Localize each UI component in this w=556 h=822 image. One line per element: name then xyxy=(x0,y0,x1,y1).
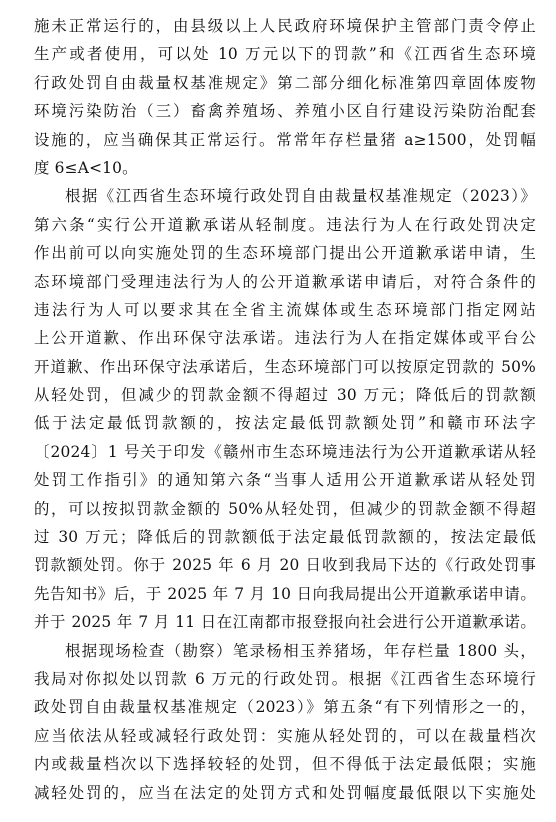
text-line: 政处罚自由裁量权基准规定（2023）》第五条“有下列情形之一的， xyxy=(34,698,536,717)
text-line: 第六条“实行公开道歉承诺从轻制度。违法行为人在行政处罚决定 xyxy=(34,215,536,234)
text-line: 生产或者使用，可以处 10 万元以下的罚款”和《江西省生态环境 xyxy=(34,45,536,64)
text-line: 〔2024〕1 号关于印发《赣州市生态环境违法行为公开道歉承诺从轻 xyxy=(34,442,536,461)
paragraph-3 xyxy=(34,637,536,807)
text-line: 低于法定最低罚款额的，按法定最低罚款额处罚”和赣市环法字 xyxy=(34,414,536,433)
text-line: 设施的，应当确保其正常运行。常常年存栏量猪 a≥1500，处罚幅 xyxy=(34,130,536,149)
text-line: 根据现场检查（勘察）笔录杨相玉养猪场，年存栏量 1800 头， xyxy=(65,641,536,660)
text-line: 先告知书》后，于 2025 年 7 月 10 日向我局提出公开道歉承诺申请。 xyxy=(34,584,536,603)
text-line: 上公开道歉、作出环保守法承诺。违法行为人在指定媒体或平台公 xyxy=(34,329,536,348)
text-line: 内或裁量档次以下选择较轻的处罚，但不得低于法定最低限；实施 xyxy=(34,755,536,774)
text-line: 从轻处罚，但减少的罚款金额不得超过 30 万元；降低后的罚款额 xyxy=(34,386,536,405)
text-line: 过 30 万元；降低后的罚款额低于法定最低罚款额的，按法定最低 xyxy=(34,528,536,547)
text-line: 环境污染防治（三）畜禽养殖场、养殖小区自行建设污染防治配套 xyxy=(34,102,536,121)
text-line: 行政处罚自由裁量权基准规定》第二部分细化标准第四章固体废物 xyxy=(34,73,536,92)
text-line: 度 6≤A<10。 xyxy=(34,158,138,177)
text-line: 我局对你拟处以罚款 6 万元的行政处罚。根据《江西省生态环境行 xyxy=(34,669,536,688)
text-line: 违法行为人可以要求其在全省主流媒体或生态环境部门指定网站 xyxy=(34,300,536,319)
text-line: 减轻处罚的，应当在法定的处罚方式和处罚幅度最低限以下实施处 xyxy=(34,783,536,802)
text-line: 施未正常运行的，由县级以上人民政府环境保护主管部门责令停止 xyxy=(34,17,536,35)
text-line: 开道歉、作出环保守法承诺后，生态环境部门可以按原定罚款的 50% xyxy=(34,357,536,376)
text-line: 作出前可以向实施处罚的生态环境部门提出公开道歉承诺申请，生 xyxy=(34,244,536,263)
text-line: 应当依法从轻或减轻行政处罚：实施从轻处罚的，可以在裁量档次 xyxy=(34,726,536,745)
text-line: 态环境部门受理违法行为人的公开道歉承诺申请后，对符合条件的 xyxy=(34,272,536,291)
text-line: 的，可以按拟罚款金额的 50%从轻处罚，但减少的罚款金额不得超 xyxy=(34,499,536,518)
text-line: 根据《江西省生态环境行政处罚自由裁量权基准规定（2023）》 xyxy=(65,187,536,206)
text-line: 罚款额处罚。你于 2025 年 6 月 20 日收到我局下达的《行政处罚事 xyxy=(34,556,536,575)
paragraph-1 xyxy=(34,12,536,182)
paragraph-2 xyxy=(34,182,536,636)
text-line: 并于 2025 年 7 月 11 日在江南都市报登报向社会进行公开道歉承诺。 xyxy=(34,613,536,632)
text-line: 处罚工作指引》的通知第六条“当事人适用公开道歉承诺从轻处罚 xyxy=(34,471,536,490)
